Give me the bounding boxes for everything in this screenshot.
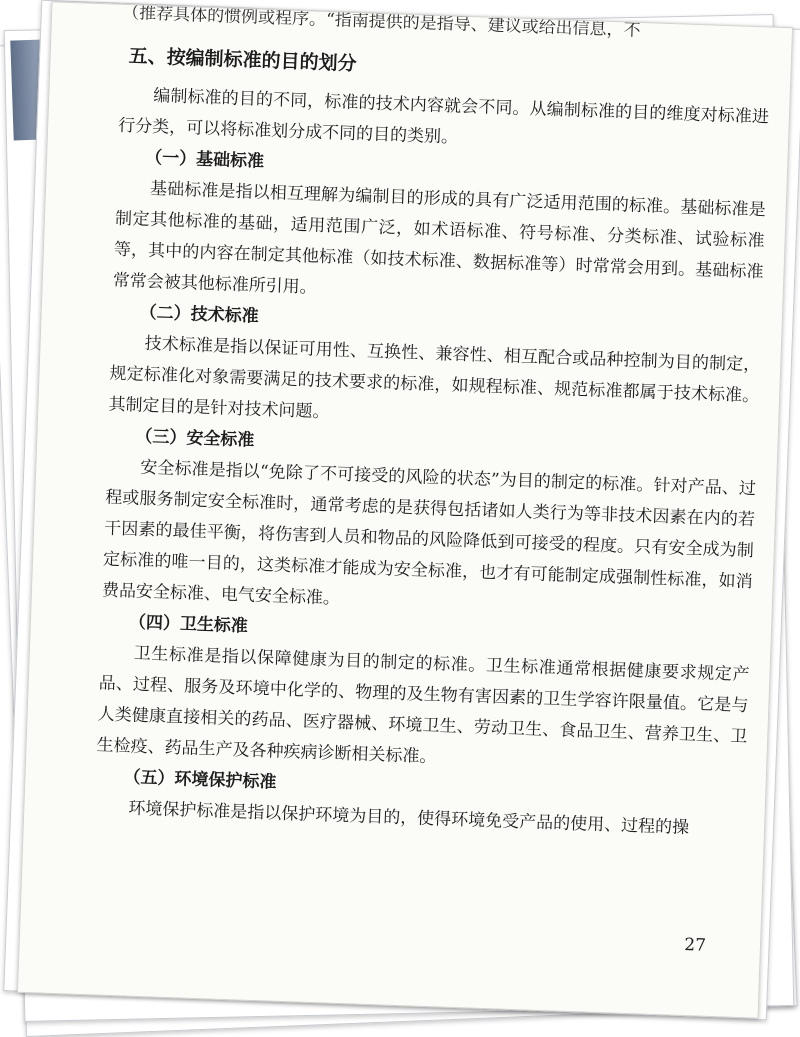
subsection-text-environment: 环境保护标准是指以保护环境为目的，使得环境免受产品的使用、过程的操 — [128, 798, 690, 839]
previous-text-fragment: （推荐具体的惯例或程序。“指南提供的是指导、建议或给出信息，不 — [121, 2, 641, 41]
subsection-text-technical: 技术标准是指以保证可用性、互换性、兼容性、相互配合或品种控制为目的制定，规定标准化对象需要满足的技术要求的标准，如规程标准、规范标准都属于技术标准。其制定目的是针对技术问题。 — [108, 333, 761, 423]
section-title: 五、按编制标准的目的划分 — [128, 45, 357, 76]
page-number: 27 — [683, 935, 707, 956]
subsection-heading-health: （四）卫生标准 — [128, 612, 249, 637]
subsection-text-basic: 基础标准是指以相互理解为编制目的形成的具有广泛适用范围的标准。基础标准是制定其他标准的基础，适用范围广泛，如术语标准、符号标准、分类标准、试验标准等，其中的内容在制定其他标准（如技术标准、数据标准等）时常常会用到。基础标准常常会被其他标准所引用。 — [112, 178, 767, 298]
subsection-heading-environment: （五）环境保护标准 — [123, 767, 277, 793]
intro-paragraph: 编制标准的目的不同，标准的技术内容就会不同。从编制标准的目的维度对标准进行分类，可以将标准划分成不同的目的类别。 — [117, 85, 770, 148]
page-content — [94, 2, 772, 846]
book-page — [17, 1, 793, 1018]
subsection-heading-technical: （二）技术标准 — [139, 302, 260, 327]
subsection-heading-safety: （三）安全标准 — [135, 426, 255, 451]
subsection-text-health: 卫生标准是指以保障健康为目的制定的标准。卫生标准通常根据健康要求规定产品、过程、服务及环境中化学的、物理的及生物有害因素的卫生学容许限量值。它是与人类健康直接相关的药品、医疗器械、环境卫生、劳动卫生、食品卫生、营养卫生、卫生检疫、药品生产及各种疾病诊断相关标准。 — [96, 643, 750, 768]
subsection-text-safety: 安全标准是指以“免除了不可接受的风险的状态”为目的制定的标准。针对产品、过程或服务制定安全标准时，通常考虑的是获得包括诸如人类行为等非技术因素在内的若干因素的最佳平衡，将伤害到人员和物品的风险降低到可接受的程度。只有安全成为制定标准的唯一目的，这类标准才能成为安全标准，也才有可能制定成强制性标准，如消费品安全标准、电气安全标准。 — [101, 457, 757, 609]
subsection-heading-basic: （一）基础标准 — [144, 147, 265, 172]
